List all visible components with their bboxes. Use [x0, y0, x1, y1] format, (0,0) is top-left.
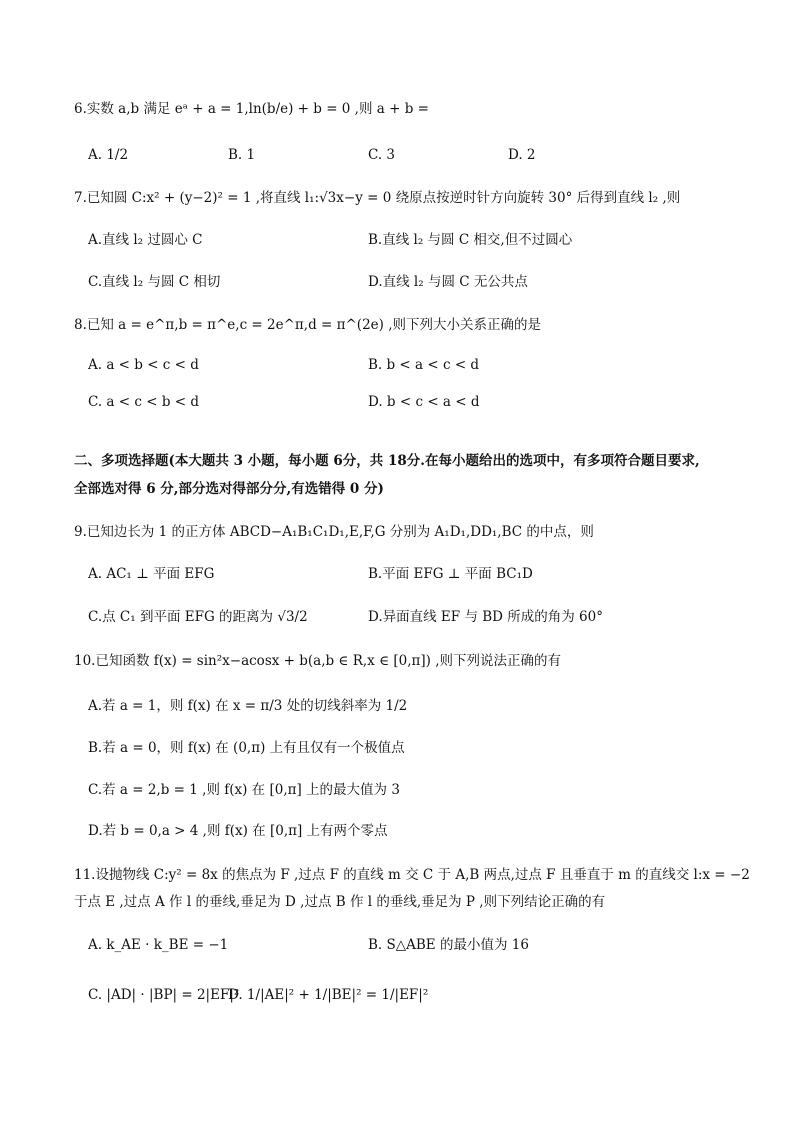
question-9-option-d: D.异面直线 EF 与 BD 所成的角为 60° [368, 609, 603, 625]
question-11-option-d: D. 1/|AE|² + 1/|BE|² = 1/|EF|² [228, 987, 429, 1003]
question-9-option-b: B.平面 EFG ⊥ 平面 BC₁D [368, 566, 533, 582]
question-6-option-a: A. 1/2 [88, 147, 129, 163]
question-7-option-c: C.直线 l₂ 与圆 C 相切 [88, 274, 221, 290]
question-11-stem-line2: 于点 E ,过点 A 作 l 的垂线,垂足为 D ,过点 B 作 l 的垂线,垂足为 P ,则下列结论正确的有 [74, 894, 606, 910]
section-2-instructions: 全部选对得 6 分,部分选对得部分分,有选错得 0 分) [74, 481, 384, 497]
question-6-option-c: C. 3 [368, 147, 396, 163]
question-7-stem: 7.已知圆 C:x² + (y−2)² = 1 ,将直线 l₁:√3x−y = 0 绕原点按逆时针方向旋转 30° 后得到直线 l₂ ,则 [74, 190, 681, 206]
question-7-option-d: D.直线 l₂ 与圆 C 无公共点 [368, 274, 528, 290]
question-9-stem: 9.已知边长为 1 的正方体 ABCD−A₁B₁C₁D₁,E,F,G 分别为 A₁D₁,DD₁,BC 的中点，则 [74, 524, 594, 540]
question-6-option-b: B. 1 [228, 147, 256, 163]
question-10-option-c: C.若 a = 2,b = 1 ,则 f(x) 在 [0,π] 上的最大值为 3 [88, 782, 400, 798]
question-6-stem: 6.实数 a,b 满足 eᵃ + a = 1,ln(b/e) + b = 0 ,则 a + b = [74, 101, 429, 117]
question-7-option-b: B.直线 l₂ 与圆 C 相交,但不过圆心 [368, 232, 573, 248]
question-8-option-a: A. a < b < c < d [88, 357, 199, 373]
question-11-option-a: A. k_AE · k_BE = −1 [88, 937, 229, 953]
question-9-option-a: A. AC₁ ⊥ 平面 EFG [88, 566, 215, 582]
question-11-option-c: C. |AD| · |BP| = 2|EF|² [88, 987, 240, 1003]
question-10-option-a: A.若 a = 1，则 f(x) 在 x = π/3 处的切线斜率为 1/2 [88, 698, 408, 714]
question-11-stem-line1: 11.设抛物线 C:y² = 8x 的焦点为 F ,过点 F 的直线 m 交 C 于 A,B 两点,过点 F 且垂直于 m 的直线交 l:x = −2 [74, 867, 750, 883]
question-8-option-c: C. a < c < b < d [88, 394, 200, 410]
question-8-stem: 8.已知 a = e^π,b = π^e,c = 2e^π,d = π^(2e) ,则下列大小关系正确的是 [74, 317, 542, 333]
section-2-heading: 二、多项选择题(本大题共 3 小题，每小题 6分，共 18分.在每小题给出的选项中，有多项符合题目要求, [74, 453, 700, 469]
question-10-option-d: D.若 b = 0,a > 4 ,则 f(x) 在 [0,π] 上有两个零点 [88, 823, 388, 839]
question-10-stem: 10.已知函数 f(x) = sin²x−acosx + b(a,b ∈ R,x ∈ [0,π]) ,则下列说法正确的有 [74, 653, 561, 669]
question-11-option-b: B. S△ABE 的最小值为 16 [368, 937, 529, 953]
question-10-option-b: B.若 a = 0，则 f(x) 在 (0,π) 上有且仅有一个极值点 [88, 740, 405, 756]
question-8-option-d: D. b < c < a < d [368, 394, 480, 410]
question-6-option-d: D. 2 [508, 147, 536, 163]
question-9-option-c: C.点 C₁ 到平面 EFG 的距离为 √3/2 [88, 609, 308, 625]
question-8-option-b: B. b < a < c < d [368, 357, 480, 373]
question-7-option-a: A.直线 l₂ 过圆心 C [88, 232, 203, 248]
